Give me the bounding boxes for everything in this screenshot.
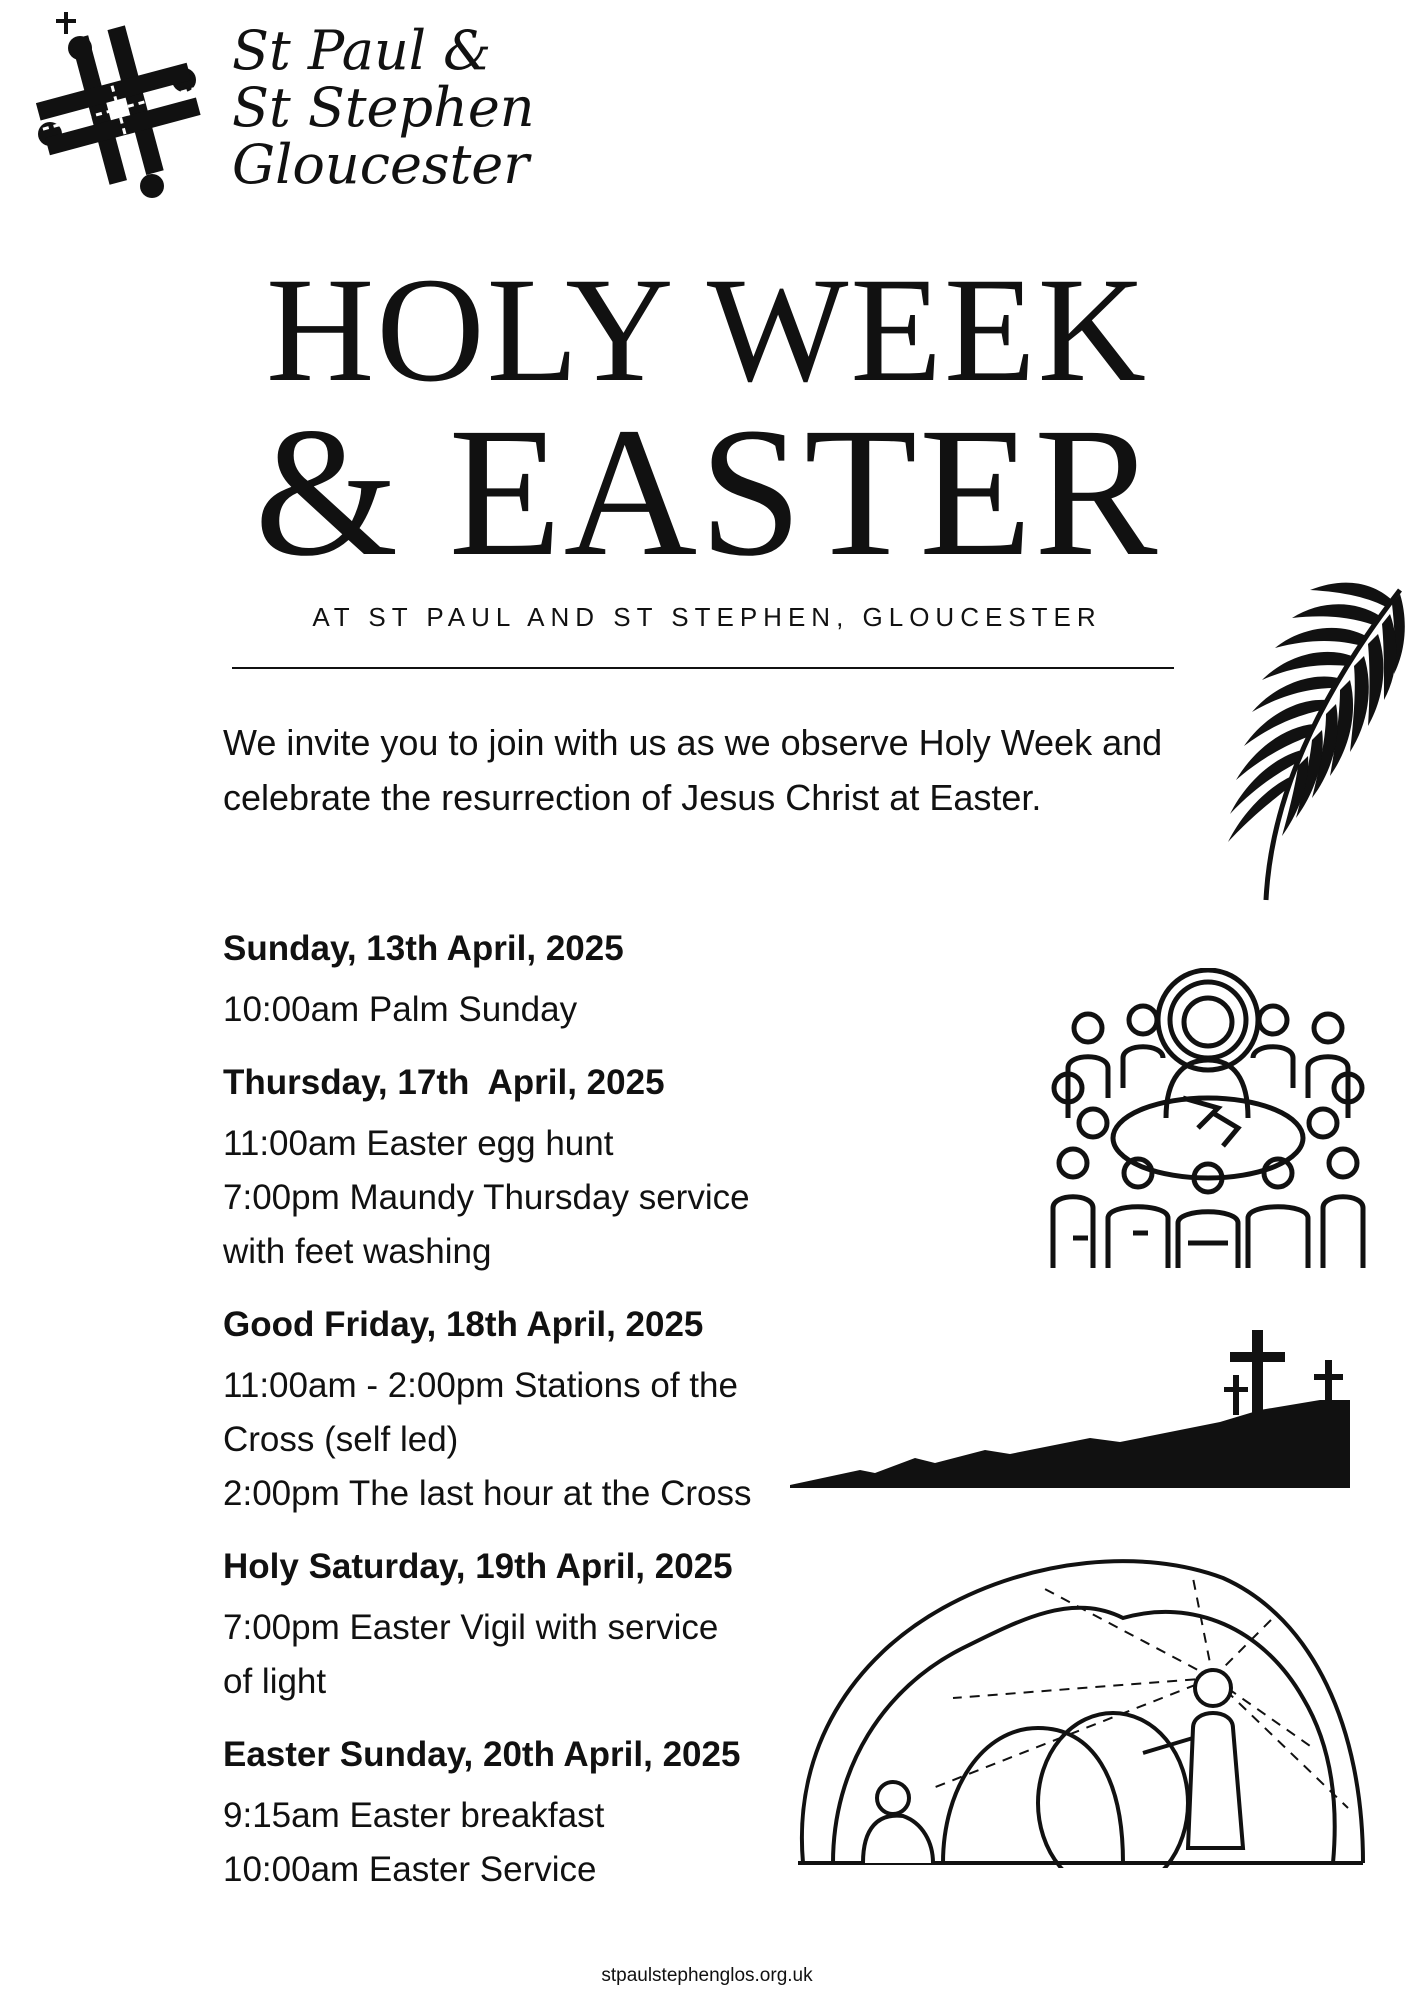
schedule-date: Holy Saturday, 19th April, 2025 <box>223 1547 733 1586</box>
schedule-event: 11:00am Easter egg hunt <box>223 1124 614 1163</box>
schedule-event: 7:00pm Easter Vigil with service <box>223 1608 719 1647</box>
schedule-date: Sunday, 13th April, 2025 <box>223 929 624 968</box>
schedule-event: 11:00am - 2:00pm Stations of the <box>223 1366 738 1405</box>
church-name <box>232 19 535 196</box>
schedule-event: 9:15am Easter breakfast <box>223 1796 605 1835</box>
schedule-day <box>223 1059 823 1279</box>
schedule-date: Thursday, 17th April, 2025 <box>223 1063 665 1102</box>
schedule-day <box>223 1543 823 1709</box>
schedule-event: 10:00am Easter Service <box>223 1850 597 1889</box>
schedule-event: 7:00pm Maundy Thursday service <box>223 1178 750 1217</box>
page-subtitle: AT ST PAUL AND ST STEPHEN, GLOUCESTER <box>312 602 1102 632</box>
schedule-day <box>223 1731 823 1897</box>
schedule-event: 10:00am Palm Sunday <box>223 990 578 1029</box>
schedule <box>223 925 823 1919</box>
palm-leaf-icon <box>1170 570 1410 905</box>
church-name-line: St Stephen <box>232 76 535 139</box>
divider <box>232 667 1174 669</box>
schedule-day <box>223 1301 823 1521</box>
page-title-line-1: HOLY WEEK <box>266 247 1148 413</box>
church-cross-logo-icon <box>28 8 208 203</box>
church-name-line: Gloucester <box>232 133 530 196</box>
schedule-date: Good Friday, 18th April, 2025 <box>223 1305 704 1344</box>
church-name-line: St Paul & <box>232 19 492 82</box>
schedule-event: of light <box>223 1662 327 1701</box>
schedule-event: Cross (self led) <box>223 1420 459 1459</box>
empty-tomb-icon <box>793 1548 1368 1868</box>
schedule-event: 2:00pm The last hour at the Cross <box>223 1474 752 1513</box>
schedule-day <box>223 925 823 1037</box>
schedule-event: with feet washing <box>223 1232 492 1271</box>
last-supper-icon <box>1048 968 1368 1278</box>
website-url: stpaulstephenglos.org.uk <box>601 1965 813 1986</box>
three-crosses-icon <box>790 1330 1350 1490</box>
schedule-date: Easter Sunday, 20th April, 2025 <box>223 1735 741 1774</box>
intro-text: We invite you to join with us as we observe Holy Week and celebrate the resurrection of Jesus Christ at Easter. <box>223 722 1163 818</box>
page-title-line-2: & EASTER <box>254 390 1160 595</box>
